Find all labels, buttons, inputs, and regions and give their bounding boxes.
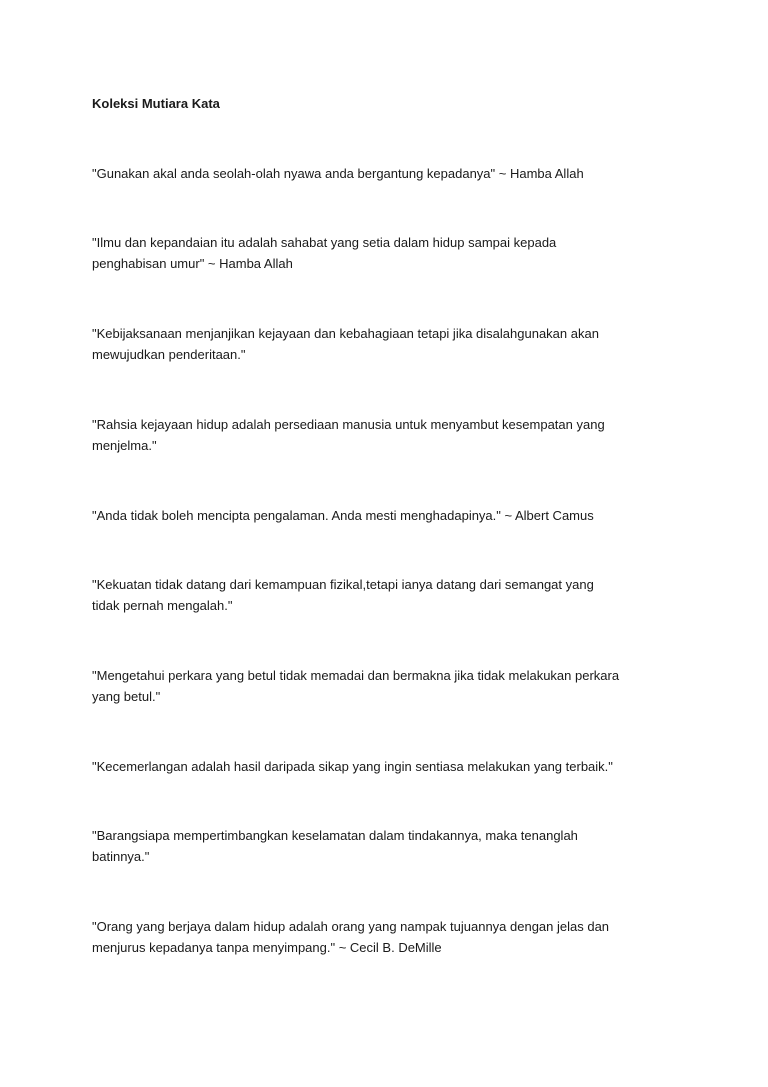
- quote-line: "Mengetahui perkara yang betul tidak memadai dan bermakna jika tidak melakukan perkara: [92, 668, 620, 683]
- quote-line: "Rahsia kejayaan hidup adalah persediaan manusia untuk menyambut kesempatan yang: [92, 417, 605, 432]
- quote-line: "Orang yang berjaya dalam hidup adalah orang yang nampak tujuannya dengan jelas dan: [92, 919, 610, 934]
- quote-line: menjurus kepadanya tanpa menyimpang." ~ Cecil B. DeMille: [92, 940, 442, 955]
- quote-line: "Kebijaksanaan menjanjikan kejayaan dan kebahagiaan tetapi jika disalahgunakan akan: [92, 326, 599, 341]
- quote-line: penghabisan umur" ~ Hamba Allah: [92, 256, 293, 271]
- quote-line: "Kekuatan tidak datang dari kemampuan fizikal,tetapi ianya datang dari semangat yang: [92, 577, 594, 592]
- quote-line: menjelma.": [92, 438, 157, 453]
- quote-9: [92, 825, 692, 867]
- quote-line: batinnya.": [92, 849, 150, 864]
- quote-2: [92, 232, 692, 274]
- quote-line: tidak pernah mengalah.": [92, 598, 233, 613]
- quote-4: [92, 414, 692, 456]
- quote-line: "Kecemerlangan adalah hasil daripada sikap yang ingin sentiasa melakukan yang terbaik.": [92, 759, 613, 774]
- quote-6: [92, 574, 692, 616]
- quote-line: "Barangsiapa mempertimbangkan keselamatan dalam tindakannya, maka tenanglah: [92, 828, 578, 843]
- quote-line: "Ilmu dan kepandaian itu adalah sahabat yang setia dalam hidup sampai kepada: [92, 235, 557, 250]
- quote-5: [92, 505, 692, 526]
- quote-10: [92, 916, 692, 958]
- quote-line: yang betul.": [92, 689, 161, 704]
- quote-line: mewujudkan penderitaan.": [92, 347, 246, 362]
- quote-1: [92, 163, 692, 184]
- quote-3: [92, 323, 692, 365]
- quote-7: [92, 665, 692, 707]
- document-title: Koleksi Mutiara Kata: [92, 96, 220, 111]
- quote-line: "Gunakan akal anda seolah-olah nyawa anda bergantung kepadanya" ~ Hamba Allah: [92, 166, 584, 181]
- quote-8: [92, 756, 692, 777]
- quote-line: "Anda tidak boleh mencipta pengalaman. Anda mesti menghadapinya." ~ Albert Camus: [92, 508, 594, 523]
